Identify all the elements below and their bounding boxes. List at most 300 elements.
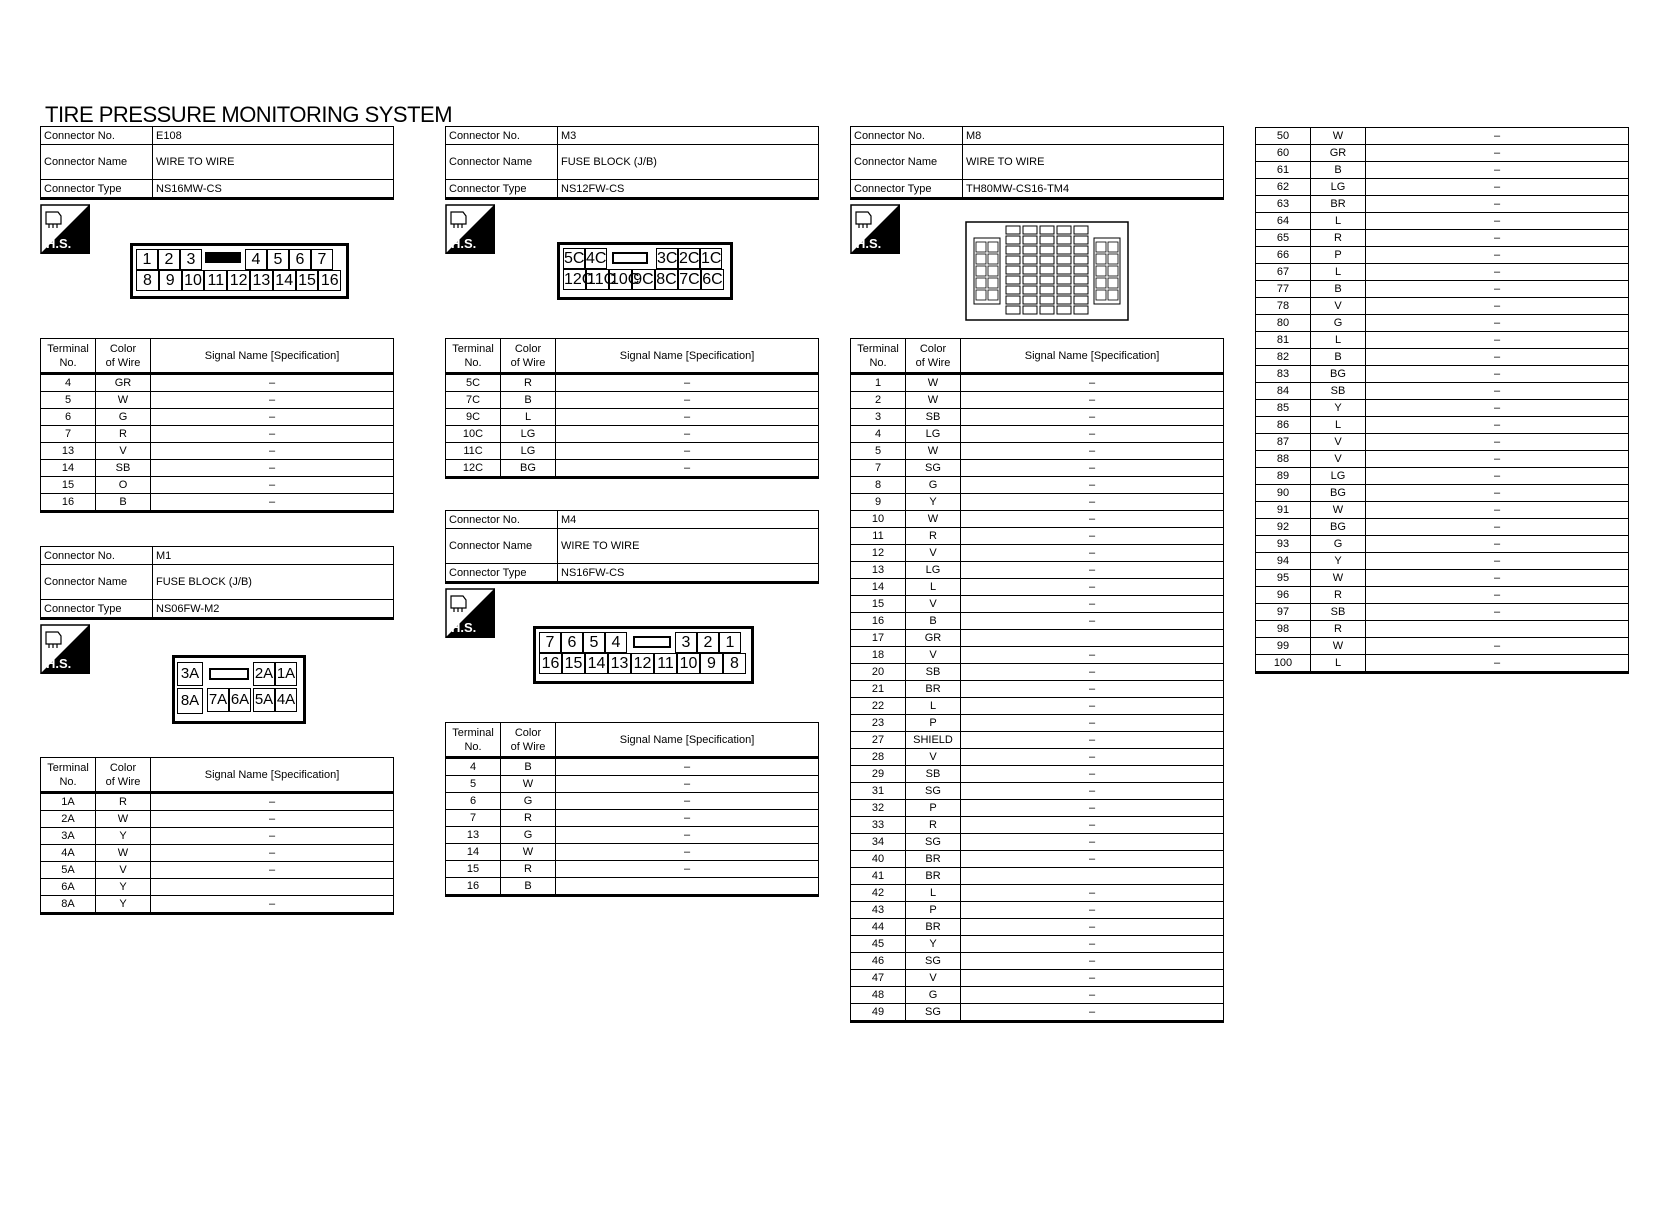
- terminal-no-cell: 4A: [41, 845, 96, 862]
- table-row: [446, 776, 819, 793]
- signal-name-cell: –: [1366, 196, 1629, 213]
- terminal-no-cell: 90: [1256, 485, 1311, 502]
- connector-e108-face: [130, 243, 349, 299]
- table-row: [1256, 519, 1629, 536]
- signal-name-cell: –: [961, 528, 1224, 545]
- wire-color-cell: W: [96, 392, 151, 409]
- col-signal-name: Signal Name [Specification]: [151, 758, 394, 793]
- table-row: [1256, 468, 1629, 485]
- wire-color-cell: B: [501, 392, 556, 409]
- wire-color-cell: R: [1311, 621, 1366, 638]
- table-row: [41, 460, 394, 477]
- wire-color-cell: W: [906, 392, 961, 409]
- signal-name-cell: –: [961, 851, 1224, 868]
- signal-name-cell: –: [151, 426, 394, 443]
- signal-name-cell: –: [556, 810, 819, 827]
- signal-name-cell: –: [1366, 366, 1629, 383]
- connector-pin: 8C: [656, 271, 677, 288]
- connector-pin: 2A: [253, 662, 275, 686]
- wire-color-cell: L: [1311, 264, 1366, 281]
- connector-name-value: WIRE TO WIRE: [153, 145, 394, 180]
- table-row: [851, 766, 1224, 783]
- signal-name-cell: [556, 878, 819, 896]
- signal-name-cell: –: [151, 477, 394, 494]
- connector-pin: 14: [585, 653, 608, 674]
- table-row: [851, 460, 1224, 477]
- terminal-no-cell: 16: [446, 878, 501, 896]
- connector-pin: 13: [608, 653, 631, 674]
- terminal-no-cell: 63: [1256, 196, 1311, 213]
- table-row: [41, 443, 394, 460]
- harness-side-icon: [445, 204, 495, 254]
- table-row: [446, 810, 819, 827]
- terminal-no-cell: 15: [41, 477, 96, 494]
- signal-name-cell: –: [151, 793, 394, 811]
- wire-color-cell: W: [1311, 638, 1366, 655]
- wire-color-cell: LG: [501, 443, 556, 460]
- connector-m3-face: [557, 242, 733, 300]
- signal-name-cell: –: [961, 698, 1224, 715]
- label-connector-name: Connector Name: [851, 145, 963, 180]
- wire-color-cell: LG: [906, 562, 961, 579]
- col-color-of-wire: Color of Wire: [501, 723, 556, 758]
- wire-color-cell: L: [1311, 213, 1366, 230]
- signal-name-cell: –: [961, 392, 1224, 409]
- label-connector-no: Connector No.: [446, 511, 558, 529]
- terminal-no-cell: 10: [851, 511, 906, 528]
- table-row: [851, 392, 1224, 409]
- col-terminal-no: Terminal No.: [851, 339, 906, 374]
- signal-name-cell: [961, 630, 1224, 647]
- terminal-no-cell: 27: [851, 732, 906, 749]
- wire-color-cell: P: [1311, 247, 1366, 264]
- terminal-no-cell: 14: [446, 844, 501, 861]
- connector-pin: 3: [180, 249, 202, 270]
- terminal-no-cell: 7: [851, 460, 906, 477]
- connector-header-table: [850, 126, 1224, 200]
- table-row: [1256, 247, 1629, 264]
- wire-color-cell: BG: [1311, 519, 1366, 536]
- wire-color-cell: Y: [96, 879, 151, 896]
- terminal-no-cell: 91: [1256, 502, 1311, 519]
- connector-type-value: TH80MW-CS16-TM4: [963, 180, 1224, 199]
- terminal-no-cell: 7: [41, 426, 96, 443]
- wire-color-cell: L: [906, 698, 961, 715]
- terminal-no-cell: 13: [41, 443, 96, 460]
- signal-name-cell: –: [961, 562, 1224, 579]
- connector-header-table: [445, 126, 819, 200]
- table-row: [851, 647, 1224, 664]
- terminal-no-cell: 65: [1256, 230, 1311, 247]
- table-row: [851, 698, 1224, 715]
- signal-name-cell: –: [556, 460, 819, 478]
- table-row: [41, 426, 394, 443]
- wire-color-cell: LG: [501, 426, 556, 443]
- wire-color-cell: BR: [1311, 196, 1366, 213]
- terminal-no-cell: 89: [1256, 468, 1311, 485]
- terminal-no-cell: 1A: [41, 793, 96, 811]
- signal-name-cell: –: [151, 409, 394, 426]
- connector-e108-block: [40, 126, 394, 200]
- signal-name-cell: –: [151, 828, 394, 845]
- signal-name-cell: –: [556, 426, 819, 443]
- signal-name-cell: –: [961, 987, 1224, 1004]
- connector-key: [612, 252, 648, 264]
- harness-side-icon: [40, 624, 90, 674]
- terminal-no-cell: 7C: [446, 392, 501, 409]
- col-signal-name: Signal Name [Specification]: [556, 339, 819, 374]
- table-row: [446, 460, 819, 478]
- wire-color-cell: V: [906, 596, 961, 613]
- table-row: [1256, 621, 1629, 638]
- label-connector-name: Connector Name: [41, 145, 153, 180]
- connector-pin: 10C: [610, 271, 640, 288]
- table-row: [446, 827, 819, 844]
- connector-pin: 2C: [679, 250, 700, 267]
- signal-name-cell: –: [961, 460, 1224, 477]
- signal-name-cell: –: [961, 443, 1224, 460]
- signal-name-cell: –: [1366, 349, 1629, 366]
- terminal-no-cell: 16: [41, 494, 96, 512]
- terminal-no-cell: 5: [851, 443, 906, 460]
- signal-name-cell: –: [556, 793, 819, 810]
- signal-name-cell: –: [1366, 468, 1629, 485]
- signal-name-cell: –: [1366, 298, 1629, 315]
- signal-name-cell: –: [961, 766, 1224, 783]
- terminal-no-cell: 44: [851, 919, 906, 936]
- signal-name-cell: –: [151, 862, 394, 879]
- table-row: [1256, 332, 1629, 349]
- wire-color-cell: GR: [96, 374, 151, 392]
- terminal-no-cell: 33: [851, 817, 906, 834]
- table-row: [851, 749, 1224, 766]
- wire-color-cell: R: [501, 810, 556, 827]
- connector-pin: 15: [296, 270, 319, 291]
- table-row: [851, 613, 1224, 630]
- table-row: [446, 392, 819, 409]
- terminal-no-cell: 48: [851, 987, 906, 1004]
- wire-color-cell: G: [96, 409, 151, 426]
- table-row: [41, 409, 394, 426]
- connector-pin: 14: [273, 270, 296, 291]
- connector-pin: 9C: [633, 271, 654, 288]
- wire-color-cell: R: [96, 426, 151, 443]
- signal-name-cell: –: [1366, 400, 1629, 417]
- label-connector-no: Connector No.: [41, 547, 153, 565]
- signal-name-cell: –: [556, 861, 819, 878]
- terminal-no-cell: 9C: [446, 409, 501, 426]
- table-row: [1256, 417, 1629, 434]
- terminal-no-cell: 6A: [41, 879, 96, 896]
- connector-pin: 16: [539, 653, 562, 674]
- terminal-no-cell: 21: [851, 681, 906, 698]
- terminal-table-m3: [445, 338, 819, 479]
- wire-color-cell: V: [96, 862, 151, 879]
- table-row: [851, 528, 1224, 545]
- connector-m1-block: [40, 546, 394, 620]
- wire-color-cell: W: [1311, 570, 1366, 587]
- harness-side-icon: [445, 588, 495, 638]
- signal-name-cell: –: [961, 545, 1224, 562]
- connector-pin: 1: [136, 249, 158, 270]
- signal-name-cell: –: [961, 732, 1224, 749]
- terminal-no-cell: 32: [851, 800, 906, 817]
- terminal-table-m8: [850, 338, 1224, 1023]
- signal-name-cell: –: [556, 392, 819, 409]
- wire-color-cell: SG: [906, 953, 961, 970]
- wire-color-cell: V: [1311, 451, 1366, 468]
- table-row: [851, 477, 1224, 494]
- page-title: TIRE PRESSURE MONITORING SYSTEM: [45, 102, 453, 127]
- connector-pin: 1C: [701, 250, 722, 267]
- terminal-no-cell: 50: [1256, 128, 1311, 145]
- terminal-no-cell: 62: [1256, 179, 1311, 196]
- signal-name-cell: –: [151, 460, 394, 477]
- table-row: [851, 885, 1224, 902]
- connector-pin: 6: [561, 632, 583, 653]
- wire-color-cell: LG: [1311, 468, 1366, 485]
- connector-no-value: M3: [558, 127, 819, 145]
- table-row: [41, 828, 394, 845]
- terminal-no-cell: 82: [1256, 349, 1311, 366]
- table-row: [851, 868, 1224, 885]
- wire-color-cell: W: [906, 511, 961, 528]
- signal-name-cell: –: [961, 919, 1224, 936]
- terminal-no-cell: 8A: [41, 896, 96, 914]
- signal-name-cell: –: [1366, 213, 1629, 230]
- terminal-no-cell: 11: [851, 528, 906, 545]
- table-row: [1256, 315, 1629, 332]
- terminal-no-cell: 13: [446, 827, 501, 844]
- label-connector-type: Connector Type: [851, 180, 963, 199]
- terminal-no-cell: 15: [851, 596, 906, 613]
- connector-no-value: E108: [153, 127, 394, 145]
- connector-type-value: NS16MW-CS: [153, 180, 394, 199]
- wire-color-cell: W: [96, 845, 151, 862]
- table-row: [851, 715, 1224, 732]
- wire-color-cell: V: [96, 443, 151, 460]
- connector-pin: 3: [675, 632, 697, 653]
- terminal-no-cell: 15: [446, 861, 501, 878]
- table-row: [1256, 298, 1629, 315]
- terminal-no-cell: 1: [851, 374, 906, 392]
- signal-name-cell: –: [1366, 519, 1629, 536]
- wire-color-cell: SB: [906, 766, 961, 783]
- wire-color-cell: B: [1311, 281, 1366, 298]
- table-row: [41, 374, 394, 392]
- connector-pin: 3C: [657, 250, 678, 267]
- label-connector-name: Connector Name: [446, 529, 558, 564]
- wire-color-cell: LG: [906, 426, 961, 443]
- terminal-no-cell: 4: [446, 758, 501, 776]
- connector-m4-face: [533, 626, 754, 684]
- connector-no-value: M4: [558, 511, 819, 529]
- table-row: [446, 793, 819, 810]
- table-row: [851, 562, 1224, 579]
- wire-color-cell: SB: [906, 409, 961, 426]
- wire-color-cell: W: [1311, 502, 1366, 519]
- connector-name-value: WIRE TO WIRE: [558, 529, 819, 564]
- connector-pin: 5: [583, 632, 605, 653]
- signal-name-cell: –: [961, 426, 1224, 443]
- wire-color-cell: SB: [1311, 604, 1366, 621]
- wire-color-cell: B: [1311, 162, 1366, 179]
- wire-color-cell: L: [1311, 655, 1366, 673]
- terminal-no-cell: 5C: [446, 374, 501, 392]
- signal-name-cell: –: [961, 511, 1224, 528]
- terminal-no-cell: 13: [851, 562, 906, 579]
- col-terminal-no: Terminal No.: [446, 339, 501, 374]
- connector-m1-face: [172, 655, 306, 724]
- connector-pin: 4: [605, 632, 627, 653]
- table-row: [41, 793, 394, 811]
- signal-name-cell: –: [556, 758, 819, 776]
- signal-name-cell: –: [1366, 247, 1629, 264]
- connector-header-table: [40, 126, 394, 200]
- wire-color-cell: W: [501, 776, 556, 793]
- signal-name-cell: –: [556, 409, 819, 426]
- table-row: [851, 545, 1224, 562]
- col-terminal-no: Terminal No.: [446, 723, 501, 758]
- table-row: [851, 936, 1224, 953]
- wire-color-cell: Y: [1311, 553, 1366, 570]
- signal-name-cell: –: [961, 936, 1224, 953]
- terminal-no-cell: 100: [1256, 655, 1311, 673]
- table-row: [1256, 570, 1629, 587]
- signal-name-cell: [151, 879, 394, 896]
- terminal-no-cell: 14: [41, 460, 96, 477]
- signal-name-cell: –: [961, 834, 1224, 851]
- wire-color-cell: L: [1311, 332, 1366, 349]
- table-row: [1256, 366, 1629, 383]
- table-row: [851, 374, 1224, 392]
- table-row: [1256, 451, 1629, 468]
- connector-pin: 16: [318, 270, 341, 291]
- table-row: [41, 392, 394, 409]
- table-row: [41, 879, 394, 896]
- connector-m8-block: [850, 126, 1224, 200]
- connector-pin: 15: [562, 653, 585, 674]
- wire-color-cell: BG: [1311, 366, 1366, 383]
- table-row: [851, 851, 1224, 868]
- terminal-no-cell: 3A: [41, 828, 96, 845]
- connector-pin: 4C: [586, 250, 607, 267]
- terminal-no-cell: 60: [1256, 145, 1311, 162]
- terminal-no-cell: 11C: [446, 443, 501, 460]
- wire-color-cell: SB: [906, 664, 961, 681]
- connector-pin: 5C: [564, 250, 585, 267]
- wire-color-cell: W: [906, 374, 961, 392]
- table-row: [446, 861, 819, 878]
- terminal-no-cell: 96: [1256, 587, 1311, 604]
- table-row: [851, 681, 1224, 698]
- signal-name-cell: –: [1366, 281, 1629, 298]
- connector-pin: 7C: [679, 271, 700, 288]
- table-row: [1256, 536, 1629, 553]
- wire-color-cell: BR: [906, 868, 961, 885]
- connector-header-table: [40, 546, 394, 620]
- terminal-no-cell: 34: [851, 834, 906, 851]
- table-row: [1256, 213, 1629, 230]
- terminal-no-cell: 20: [851, 664, 906, 681]
- signal-name-cell: [1366, 621, 1629, 638]
- connector-pin: 11: [204, 270, 227, 291]
- terminal-no-cell: 5: [41, 392, 96, 409]
- wire-color-cell: L: [501, 409, 556, 426]
- signal-name-cell: –: [556, 776, 819, 793]
- table-row: [851, 426, 1224, 443]
- table-row: [1256, 179, 1629, 196]
- terminal-no-cell: 81: [1256, 332, 1311, 349]
- connector-pin: 6A: [229, 688, 251, 712]
- table-row: [851, 596, 1224, 613]
- terminal-table-m8-continued: [1255, 127, 1629, 674]
- signal-name-cell: –: [151, 896, 394, 914]
- label-connector-no: Connector No.: [41, 127, 153, 145]
- table-row: [41, 845, 394, 862]
- table-row: [1256, 587, 1629, 604]
- wire-color-cell: L: [1311, 417, 1366, 434]
- signal-name-cell: –: [961, 579, 1224, 596]
- label-connector-type: Connector Type: [41, 600, 153, 619]
- table-row: [1256, 128, 1629, 145]
- signal-name-cell: –: [1366, 638, 1629, 655]
- signal-name-cell: –: [961, 1004, 1224, 1022]
- signal-name-cell: –: [1366, 264, 1629, 281]
- connector-pin: 10: [182, 270, 205, 291]
- table-row: [851, 987, 1224, 1004]
- label-connector-no: Connector No.: [446, 127, 558, 145]
- wire-color-cell: V: [1311, 298, 1366, 315]
- terminal-no-cell: 77: [1256, 281, 1311, 298]
- wire-color-cell: BR: [906, 919, 961, 936]
- connector-pin: 11: [654, 653, 677, 674]
- wire-color-cell: SB: [1311, 383, 1366, 400]
- connector-pin: 13: [250, 270, 273, 291]
- signal-name-cell: –: [961, 596, 1224, 613]
- terminal-no-cell: 92: [1256, 519, 1311, 536]
- table-row: [1256, 502, 1629, 519]
- wire-color-cell: LG: [1311, 179, 1366, 196]
- wire-color-cell: G: [501, 793, 556, 810]
- hs-label: H.S.: [46, 656, 72, 671]
- terminal-no-cell: 18: [851, 647, 906, 664]
- signal-name-cell: –: [1366, 162, 1629, 179]
- connector-pin: 10: [677, 653, 700, 674]
- wire-color-cell: O: [96, 477, 151, 494]
- signal-name-cell: –: [556, 374, 819, 392]
- signal-name-cell: –: [1366, 553, 1629, 570]
- wire-color-cell: P: [906, 715, 961, 732]
- table-row: [851, 902, 1224, 919]
- table-row: [851, 800, 1224, 817]
- wire-color-cell: G: [1311, 315, 1366, 332]
- wire-color-cell: B: [1311, 349, 1366, 366]
- signal-name-cell: –: [1366, 230, 1629, 247]
- wire-color-cell: SG: [906, 460, 961, 477]
- signal-name-cell: –: [961, 953, 1224, 970]
- terminal-no-cell: 5A: [41, 862, 96, 879]
- table-row: [851, 953, 1224, 970]
- connector-pin: 5A: [253, 688, 275, 712]
- label-connector-type: Connector Type: [446, 564, 558, 583]
- signal-name-cell: –: [151, 392, 394, 409]
- signal-name-cell: –: [1366, 383, 1629, 400]
- connector-pin: 5: [267, 249, 289, 270]
- terminal-no-cell: 6: [446, 793, 501, 810]
- terminal-no-cell: 67: [1256, 264, 1311, 281]
- table-row: [851, 919, 1224, 936]
